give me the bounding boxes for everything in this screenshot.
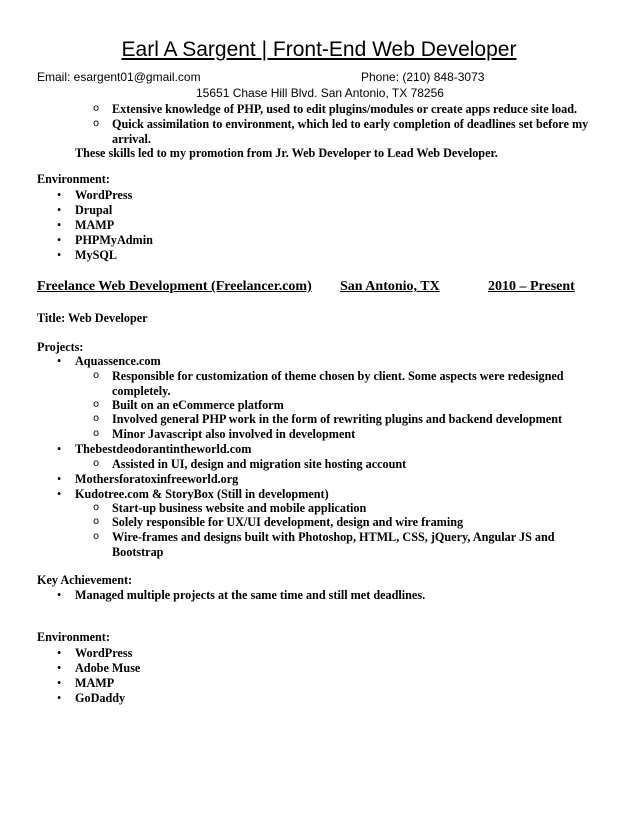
sub-bullet-icon: o [93,118,100,129]
sub-bullet-icon: o [93,413,100,424]
bullet-icon: • [57,676,62,690]
bullet-icon: • [57,354,62,368]
bullet-icon: • [57,218,62,232]
bullet-icon: • [57,248,62,262]
sub-bullet-icon: o [93,531,100,542]
phone-text: Phone: (210) 848-3073 [361,70,485,84]
projects-heading: Projects: [37,340,84,354]
bullet-icon: • [57,203,62,217]
page-title: Earl A Sargent | Front-End Web Developer [121,38,517,61]
sub-bullet-icon: o [93,458,100,469]
sub-bullet-icon: o [93,370,100,381]
bullet-icon: • [57,487,62,501]
bullet-icon: • [57,188,62,202]
location-heading: San Antonio, TX [340,279,440,294]
dates-heading: 2010 – Present [488,279,575,294]
company-heading: Freelance Web Development (Freelancer.com) [37,279,312,294]
sub-bullet-icon: o [93,428,100,439]
bullet-icon: • [57,588,62,602]
address-text: 15651 Chase Hill Blvd. San Antonio, TX 78256 [196,86,444,100]
environment-heading: Environment: [37,630,110,644]
bullet-icon: • [57,472,62,486]
sub-bullet-icon: o [93,502,100,513]
environment-heading: Environment: [37,172,110,186]
email-text: Email: esargent01@gmail.com [37,70,201,84]
achievement-heading: Key Achievement: [37,573,133,587]
sub-bullet-icon: o [93,399,100,410]
bullet-icon: • [57,646,62,660]
promotion-text: These skills led to my promotion from Jr. Web Developer to Lead Web Developer. [75,146,498,160]
bullet-icon: • [57,661,62,675]
bullet-icon: • [57,233,62,247]
sub-bullet-icon: o [93,103,100,114]
sub-bullet-icon: o [93,516,100,527]
bullet-icon: • [57,691,62,705]
bullet-icon: • [57,442,62,456]
job-title: Title: Web Developer [37,311,148,325]
